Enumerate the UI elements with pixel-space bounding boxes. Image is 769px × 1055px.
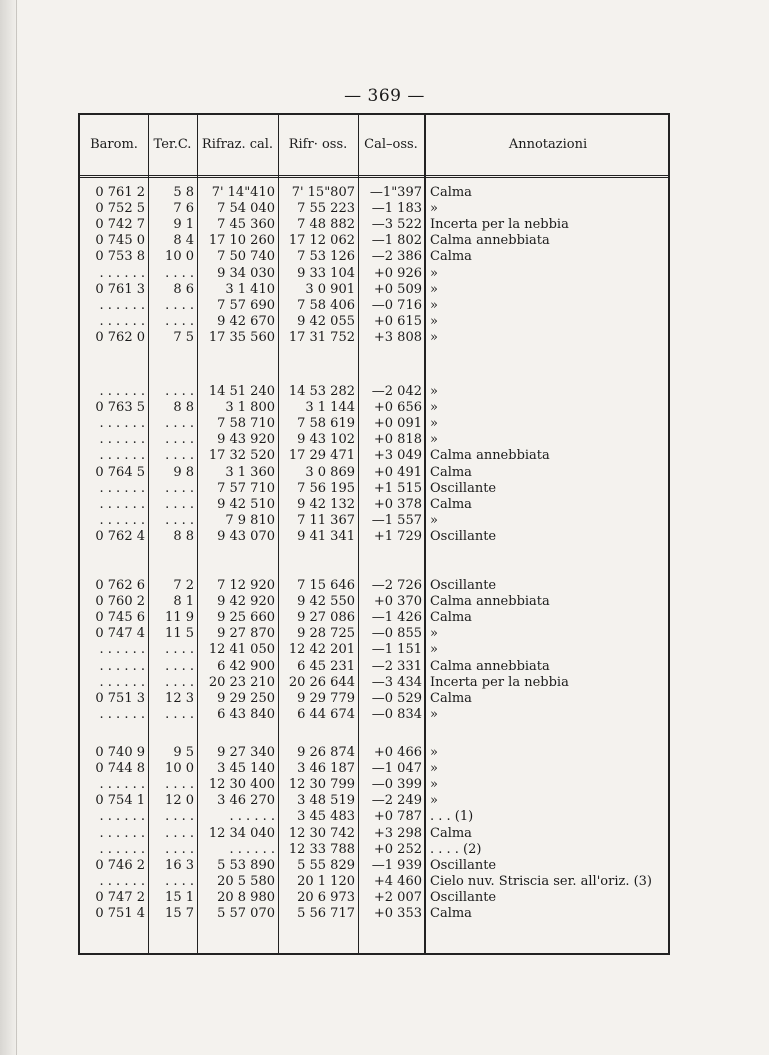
table-row: [80, 432, 668, 448]
cal-oss-cell: +0 466: [373, 745, 422, 760]
table-row: [80, 691, 668, 707]
rifr-oss-cell: 3 46 187: [297, 761, 355, 777]
rifraz-cal-cell: 9 42 920: [217, 594, 275, 610]
table-row: [80, 330, 668, 346]
table-row: [80, 659, 668, 675]
annotazioni-cell: Calma annebbiata: [430, 658, 550, 674]
cal-oss-cell: —0 399: [371, 777, 422, 793]
barom-cell: 0 764 5: [95, 464, 145, 480]
rifr-oss-cell: 7 58 406: [297, 297, 355, 313]
barom-cell: 0 760 2: [95, 594, 145, 610]
barom-cell: 0 751 3: [95, 690, 145, 706]
rifr-oss-cell: 3 0 901: [305, 281, 355, 297]
barom-cell: . . . . . .: [99, 480, 145, 496]
ter-cell: 8 8: [173, 400, 194, 416]
rifr-oss-cell: 9 26 874: [297, 745, 355, 760]
cal-oss-cell: +0 818: [373, 432, 422, 448]
rifraz-cal-cell: 20 5 580: [217, 873, 275, 889]
ter-cell: . . . .: [165, 432, 194, 448]
table-row: [80, 675, 668, 691]
table-row: [80, 858, 668, 874]
rifraz-cal-cell: 7 12 920: [217, 578, 275, 593]
rifraz-cal-cell: 7' 14"410: [211, 185, 275, 200]
annotazioni-cell: Oscillante: [430, 889, 497, 905]
annotazioni-cell: »: [430, 313, 438, 329]
annotazioni-cell: »: [430, 706, 438, 722]
table-row: [80, 578, 668, 594]
rifr-oss-cell: 9 28 725: [297, 626, 355, 642]
rifraz-cal-cell: 9 43 920: [217, 432, 275, 448]
cal-oss-cell: —0 716: [371, 297, 422, 313]
observation-table: [78, 113, 670, 955]
cal-oss-cell: —1 939: [371, 857, 422, 873]
rifr-oss-cell: 3 0 869: [305, 464, 355, 480]
cal-oss-cell: +1 515: [373, 480, 422, 496]
rifraz-cal-cell: 6 42 900: [217, 658, 275, 674]
cal-oss-cell: +0 787: [373, 809, 422, 825]
table-row: [80, 707, 668, 723]
rifraz-cal-cell: . . . . . .: [229, 809, 275, 825]
table-row: [80, 513, 668, 529]
barom-cell: 0 762 4: [95, 528, 145, 544]
annotazioni-cell: Oscillante: [430, 578, 497, 593]
rifr-oss-cell: 14 53 282: [288, 384, 355, 399]
ter-cell: 11 9: [165, 610, 194, 626]
annotazioni-cell: Incerta per la nebbia: [430, 217, 569, 233]
ter-cell: . . . .: [165, 384, 194, 399]
annotazioni-cell: Calma: [430, 610, 472, 626]
cal-oss-cell: —0 529: [371, 690, 422, 706]
barom-cell: . . . . . .: [99, 841, 145, 857]
annotazioni-cell: »: [430, 384, 438, 399]
cal-oss-cell: —2 386: [371, 249, 422, 265]
cal-oss-cell: —0 834: [371, 706, 422, 722]
ter-cell: 8 6: [173, 281, 194, 297]
ter-cell: 8 8: [173, 528, 194, 544]
header-ter: Ter.C.: [153, 137, 192, 152]
annotazioni-cell: Calma annebbiata: [430, 233, 550, 249]
table-row: [80, 826, 668, 842]
ter-cell: 10 0: [165, 249, 194, 265]
rifr-oss-cell: 5 55 829: [297, 857, 355, 873]
rifr-oss-cell: 7 53 126: [297, 249, 355, 265]
rifr-oss-cell: 7 48 882: [297, 217, 355, 233]
table-row: [80, 809, 668, 825]
barom-cell: . . . . . .: [99, 297, 145, 313]
annotazioni-cell: »: [430, 201, 438, 217]
rifr-oss-cell: 9 33 104: [297, 265, 355, 281]
rifraz-cal-cell: 3 1 800: [225, 400, 275, 416]
barom-cell: 0 747 4: [95, 626, 145, 642]
cal-oss-cell: +3 808: [373, 329, 422, 345]
rifraz-cal-cell: 7 54 040: [217, 201, 275, 217]
rifraz-cal-cell: 5 53 890: [217, 857, 275, 873]
ter-cell: 10 0: [165, 761, 194, 777]
barom-cell: . . . . . .: [99, 313, 145, 329]
barom-cell: 0 742 7: [95, 217, 145, 233]
cal-oss-cell: +3 049: [373, 448, 422, 464]
page-edge-line: [16, 0, 17, 1055]
header-annotazioni: Annotazioni: [508, 137, 588, 152]
rifr-oss-cell: 9 42 132: [297, 496, 355, 512]
cal-oss-cell: +4 460: [373, 873, 422, 889]
rifr-oss-cell: 6 45 231: [297, 658, 355, 674]
barom-cell: 0 745 6: [95, 610, 145, 626]
barom-cell: . . . . . .: [99, 809, 145, 825]
rifraz-cal-cell: 7 9 810: [225, 512, 275, 528]
rifraz-cal-cell: 17 10 260: [208, 233, 275, 249]
barom-cell: 0 746 2: [95, 857, 145, 873]
rifraz-cal-cell: 3 1 360: [225, 464, 275, 480]
annotazioni-cell: Oscillante: [430, 480, 497, 496]
table-row: [80, 874, 668, 890]
ter-cell: 15 1: [165, 889, 194, 905]
table-row: [80, 890, 668, 906]
barom-cell: . . . . . .: [99, 873, 145, 889]
annotazioni-cell: »: [430, 626, 438, 642]
ter-cell: 16 3: [165, 857, 194, 873]
rifraz-cal-cell: 9 34 030: [217, 265, 275, 281]
barom-cell: . . . . . .: [99, 777, 145, 793]
barom-cell: . . . . . .: [99, 706, 145, 722]
rifraz-cal-cell: 14 51 240: [208, 384, 275, 399]
table-row: [80, 465, 668, 481]
ter-cell: . . . .: [165, 777, 194, 793]
rifraz-cal-cell: 9 27 340: [217, 745, 275, 760]
annotazioni-cell: Calma annebbiata: [430, 594, 550, 610]
table-row: [80, 842, 668, 858]
ter-cell: . . . .: [165, 496, 194, 512]
rifraz-cal-cell: 20 23 210: [208, 674, 275, 690]
cal-oss-cell: —2 249: [371, 793, 422, 809]
annotazioni-cell: »: [430, 281, 438, 297]
rifr-oss-cell: 12 30 799: [288, 777, 355, 793]
ter-cell: 9 1: [173, 217, 194, 233]
rifr-oss-cell: 17 12 062: [288, 233, 355, 249]
ter-cell: . . . .: [165, 809, 194, 825]
cal-oss-cell: —2 042: [371, 384, 422, 399]
rifraz-cal-cell: 9 42 510: [217, 496, 275, 512]
cal-oss-cell: +0 378: [373, 496, 422, 512]
header-rifraz-cal: Rifraz. cal.: [201, 137, 274, 152]
cal-oss-cell: +0 509: [373, 281, 422, 297]
cal-oss-cell: —3 434: [371, 674, 422, 690]
rifr-oss-cell: 9 43 102: [297, 432, 355, 448]
cal-oss-cell: —1 802: [371, 233, 422, 249]
ter-cell: . . . .: [165, 480, 194, 496]
barom-cell: 0 740 9: [95, 745, 145, 760]
rifraz-cal-cell: 7 57 690: [217, 297, 275, 313]
rifr-oss-cell: 6 44 674: [297, 706, 355, 722]
barom-cell: 0 753 8: [95, 249, 145, 265]
header-rule: [80, 175, 668, 178]
annotazioni-cell: »: [430, 745, 438, 760]
barom-cell: . . . . . .: [99, 496, 145, 512]
ter-cell: . . . .: [165, 825, 194, 841]
table-row: [80, 761, 668, 777]
annotazioni-cell: Calma: [430, 825, 472, 841]
ter-cell: 8 1: [173, 594, 194, 610]
rifraz-cal-cell: 3 45 140: [217, 761, 275, 777]
rifr-oss-cell: 9 29 779: [297, 690, 355, 706]
table-row: [80, 793, 668, 809]
annotazioni-cell: »: [430, 416, 438, 432]
annotazioni-cell: »: [430, 265, 438, 281]
ter-cell: . . . .: [165, 706, 194, 722]
ter-cell: . . . .: [165, 873, 194, 889]
cal-oss-cell: —1 426: [371, 610, 422, 626]
cal-oss-cell: —1 151: [371, 642, 422, 658]
ter-cell: . . . .: [165, 512, 194, 528]
rifr-oss-cell: 7' 15"807: [291, 185, 355, 200]
cal-oss-cell: +0 926: [373, 265, 422, 281]
rifraz-cal-cell: 17 32 520: [208, 448, 275, 464]
rifraz-cal-cell: 12 30 400: [208, 777, 275, 793]
table-row: [80, 497, 668, 513]
ter-cell: 8 4: [173, 233, 194, 249]
header-rifr-oss: Rifr· oss.: [288, 137, 348, 152]
annotazioni-cell: Calma: [430, 464, 472, 480]
cal-oss-cell: —2 331: [371, 658, 422, 674]
cal-oss-cell: —1 557: [371, 512, 422, 528]
table-row: [80, 416, 668, 432]
rifr-oss-cell: 7 11 367: [297, 512, 355, 528]
rifraz-cal-cell: 3 1 410: [225, 281, 275, 297]
header-cal-oss: Cal–oss.: [364, 137, 418, 152]
rifraz-cal-cell: 3 46 270: [217, 793, 275, 809]
cal-oss-cell: +0 656: [373, 400, 422, 416]
barom-cell: 0 762 0: [95, 329, 145, 345]
ter-cell: 12 3: [165, 690, 194, 706]
cal-oss-cell: +3 298: [373, 825, 422, 841]
annotazioni-cell: »: [430, 432, 438, 448]
rifraz-cal-cell: 7 58 710: [217, 416, 275, 432]
annotazioni-cell: »: [430, 761, 438, 777]
table-row: [80, 642, 668, 658]
ter-cell: . . . .: [165, 674, 194, 690]
barom-cell: . . . . . .: [99, 512, 145, 528]
rifr-oss-cell: 9 42 550: [297, 594, 355, 610]
barom-cell: . . . . . .: [99, 825, 145, 841]
rifraz-cal-cell: 9 43 070: [217, 528, 275, 544]
cal-oss-cell: +1 729: [373, 528, 422, 544]
annotazioni-cell: . . . (1): [430, 809, 474, 825]
rifraz-cal-cell: 9 27 870: [217, 626, 275, 642]
rifraz-cal-cell: 12 41 050: [208, 642, 275, 658]
annotazioni-cell: Oscillante: [430, 857, 497, 873]
rifraz-cal-cell: 6 43 840: [217, 706, 275, 722]
rifr-oss-cell: 3 48 519: [297, 793, 355, 809]
rifraz-cal-cell: 9 25 660: [217, 610, 275, 626]
barom-cell: 0 761 3: [95, 281, 145, 297]
ter-cell: . . . .: [165, 416, 194, 432]
rifraz-cal-cell: . . . . . .: [229, 841, 275, 857]
rifr-oss-cell: 7 58 619: [297, 416, 355, 432]
cal-oss-cell: —1 183: [371, 201, 422, 217]
ter-cell: . . . .: [165, 297, 194, 313]
barom-cell: 0 752 5: [95, 201, 145, 217]
cal-oss-cell: —1 047: [371, 761, 422, 777]
ter-cell: 5 8: [173, 185, 194, 200]
barom-cell: 0 744 8: [95, 761, 145, 777]
cal-oss-cell: —3 522: [371, 217, 422, 233]
rifraz-cal-cell: 9 29 250: [217, 690, 275, 706]
table-row: [80, 594, 668, 610]
ter-cell: . . . .: [165, 658, 194, 674]
ter-cell: . . . .: [165, 448, 194, 464]
rifr-oss-cell: 17 29 471: [288, 448, 355, 464]
table-row: [80, 266, 668, 282]
table-row: [80, 314, 668, 330]
ter-cell: 7 2: [173, 578, 194, 593]
rifr-oss-cell: 5 56 717: [297, 906, 355, 921]
header-barom: Barom.: [90, 137, 138, 152]
annotazioni-cell: »: [430, 642, 438, 658]
cal-oss-cell: +2 007: [373, 889, 422, 905]
barom-cell: 0 762 6: [95, 578, 145, 593]
table-row: [80, 384, 668, 400]
barom-cell: . . . . . .: [99, 416, 145, 432]
barom-cell: . . . . . .: [99, 642, 145, 658]
cal-oss-cell: +0 091: [373, 416, 422, 432]
annotazioni-cell: . . . . (2): [430, 841, 482, 857]
barom-cell: . . . . . .: [99, 384, 145, 399]
table-row: [80, 610, 668, 626]
rifr-oss-cell: 7 15 646: [297, 578, 355, 593]
table-row: [80, 745, 668, 761]
ter-cell: . . . .: [165, 265, 194, 281]
annotazioni-cell: Calma: [430, 496, 472, 512]
rifr-oss-cell: 20 1 120: [297, 873, 355, 889]
rifr-oss-cell: 7 56 195: [297, 480, 355, 496]
table-row: [80, 448, 668, 464]
cal-oss-cell: —2 726: [371, 578, 422, 593]
table-row: [80, 201, 668, 217]
table-row: [80, 481, 668, 497]
rifr-oss-cell: 12 33 788: [288, 841, 355, 857]
barom-cell: . . . . . .: [99, 265, 145, 281]
rifr-oss-cell: 9 27 086: [297, 610, 355, 626]
barom-cell: . . . . . .: [99, 674, 145, 690]
cal-oss-cell: +0 491: [373, 464, 422, 480]
rifraz-cal-cell: 7 45 360: [217, 217, 275, 233]
cal-oss-cell: +0 252: [373, 841, 422, 857]
barom-cell: . . . . . .: [99, 432, 145, 448]
ter-cell: 11 5: [165, 626, 194, 642]
table-row: [80, 185, 668, 201]
cal-oss-cell: +0 615: [373, 313, 422, 329]
annotazioni-cell: Oscillante: [430, 528, 497, 544]
ter-cell: 12 0: [165, 793, 194, 809]
cal-oss-cell: +0 353: [373, 906, 422, 921]
table-row: [80, 217, 668, 233]
annotazioni-cell: Calma: [430, 185, 472, 200]
ter-cell: . . . .: [165, 313, 194, 329]
rifr-oss-cell: 9 42 055: [297, 313, 355, 329]
table-row: [80, 400, 668, 416]
table-row: [80, 529, 668, 545]
barom-cell: 0 763 5: [95, 400, 145, 416]
ter-cell: 7 5: [173, 329, 194, 345]
rifr-oss-cell: 3 45 483: [297, 809, 355, 825]
annotazioni-cell: »: [430, 297, 438, 313]
rifr-oss-cell: 3 1 144: [305, 400, 355, 416]
rifr-oss-cell: 7 55 223: [297, 201, 355, 217]
annotazioni-cell: Calma: [430, 249, 472, 265]
annotazioni-cell: Calma: [430, 690, 472, 706]
table-row: [80, 282, 668, 298]
rifraz-cal-cell: 12 34 040: [208, 825, 275, 841]
annotazioni-cell: »: [430, 512, 438, 528]
annotazioni-cell: Incerta per la nebbia: [430, 674, 569, 690]
rifr-oss-cell: 17 31 752: [288, 329, 355, 345]
rifr-oss-cell: 9 41 341: [297, 528, 355, 544]
annotazioni-cell: Calma: [430, 906, 472, 921]
table-row: [80, 249, 668, 265]
annotazioni-cell: »: [430, 777, 438, 793]
rifraz-cal-cell: 7 50 740: [217, 249, 275, 265]
annotazioni-cell: »: [430, 400, 438, 416]
rifraz-cal-cell: 20 8 980: [217, 889, 275, 905]
cal-oss-cell: —1"397: [369, 185, 422, 200]
barom-cell: . . . . . .: [99, 448, 145, 464]
rifraz-cal-cell: 17 35 560: [208, 329, 275, 345]
barom-cell: 0 761 2: [95, 185, 145, 200]
table-row: [80, 626, 668, 642]
table-row: [80, 777, 668, 793]
rifraz-cal-cell: 7 57 710: [217, 480, 275, 496]
barom-cell: 0 745 0: [95, 233, 145, 249]
cal-oss-cell: —0 855: [371, 626, 422, 642]
ter-cell: 9 8: [173, 464, 194, 480]
table-row: [80, 298, 668, 314]
annotazioni-cell: Calma annebbiata: [430, 448, 550, 464]
annotazioni-cell: »: [430, 793, 438, 809]
annotazioni-cell: »: [430, 329, 438, 345]
rifraz-cal-cell: 9 42 670: [217, 313, 275, 329]
annotazioni-cell: Cielo nuv. Striscia ser. all'oriz. (3): [430, 873, 653, 889]
rifr-oss-cell: 20 26 644: [288, 674, 355, 690]
ter-cell: 7 6: [173, 201, 194, 217]
barom-cell: 0 751 4: [95, 906, 145, 921]
ter-cell: 15 7: [165, 906, 194, 921]
rifraz-cal-cell: 5 57 070: [217, 906, 275, 921]
barom-cell: . . . . . .: [99, 658, 145, 674]
rifr-oss-cell: 20 6 973: [297, 889, 355, 905]
table-row: [80, 906, 668, 922]
ter-cell: 9 5: [173, 745, 194, 760]
ter-cell: . . . .: [165, 841, 194, 857]
table-row: [80, 233, 668, 249]
rifr-oss-cell: 12 30 742: [288, 825, 355, 841]
page-number: — 369 —: [344, 86, 425, 106]
rifr-oss-cell: 12 42 201: [288, 642, 355, 658]
barom-cell: 0 754 1: [95, 793, 145, 809]
ter-cell: . . . .: [165, 642, 194, 658]
barom-cell: 0 747 2: [95, 889, 145, 905]
cal-oss-cell: +0 370: [373, 594, 422, 610]
